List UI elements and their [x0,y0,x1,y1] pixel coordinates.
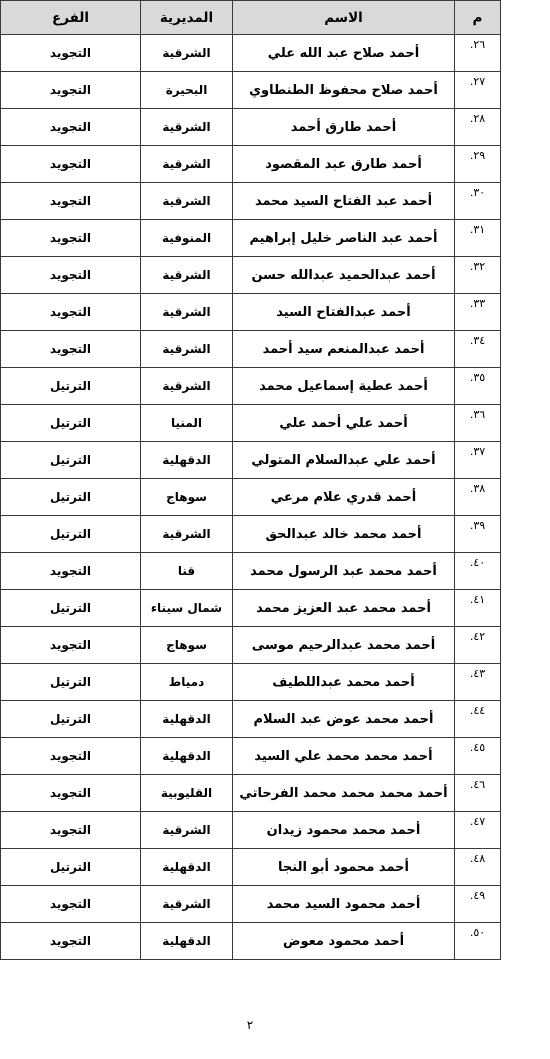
table-row [1,442,501,479]
row-branch: التجويد [1,183,141,220]
row-governorate: الشرقية [141,294,233,331]
row-branch: التجويد [1,738,141,775]
table-row [1,220,501,257]
row-branch: التجويد [1,775,141,812]
row-branch: التجويد [1,146,141,183]
table-row [1,701,501,738]
row-name: أحمد محمد محمود زيدان [233,812,455,849]
header-name: الاسم [233,1,455,35]
row-name: أحمد محمد عبد العزيز محمد [233,590,455,627]
row-number: ٣٩. [455,516,501,553]
table-header-row [1,1,501,35]
row-number: ٣٨. [455,479,501,516]
table-row [1,590,501,627]
table-row [1,738,501,775]
row-branch: التجويد [1,294,141,331]
row-name: أحمد علي أحمد علي [233,405,455,442]
row-name: أحمد محمد عبدالرحيم موسى [233,627,455,664]
row-number: ٣٦. [455,405,501,442]
row-number: ٣٤. [455,331,501,368]
row-name: أحمد عبدالحميد عبدالله حسن [233,257,455,294]
row-number: ٣٢. [455,257,501,294]
table-row [1,553,501,590]
row-name: أحمد صلاح محفوظ الطنطاوي [233,72,455,109]
row-governorate: دمياط [141,664,233,701]
row-number: ٣٧. [455,442,501,479]
row-branch: الترتيل [1,849,141,886]
row-branch: التجويد [1,72,141,109]
row-governorate: قنا [141,553,233,590]
row-branch: التجويد [1,109,141,146]
row-branch: التجويد [1,257,141,294]
row-name: أحمد علي عبدالسلام المتولي [233,442,455,479]
row-name: أحمد صلاح عبد الله علي [233,35,455,72]
row-number: ٤٩. [455,886,501,923]
row-number: ٤٠. [455,553,501,590]
row-branch: التجويد [1,627,141,664]
row-name: أحمد عبد الناصر خليل إبراهيم [233,220,455,257]
row-governorate: الدقهلية [141,701,233,738]
row-name: أحمد محمد محمد علي السيد [233,738,455,775]
row-number: ٤٣. [455,664,501,701]
row-branch: الترتيل [1,405,141,442]
row-branch: الترتيل [1,479,141,516]
row-name: أحمد محمود معوض [233,923,455,960]
row-governorate: الدقهلية [141,442,233,479]
row-branch: الترتيل [1,516,141,553]
row-branch: التجويد [1,886,141,923]
table-row [1,368,501,405]
row-number: ٥٠. [455,923,501,960]
row-number: ٢٦. [455,35,501,72]
table-row [1,183,501,220]
row-branch: التجويد [1,35,141,72]
row-governorate: المنيا [141,405,233,442]
row-governorate: الشرقية [141,35,233,72]
row-number: ٣٥. [455,368,501,405]
table-body [1,35,501,960]
table-row [1,479,501,516]
row-number: ٤٤. [455,701,501,738]
row-governorate: الشرقية [141,257,233,294]
row-number: ٤١. [455,590,501,627]
row-governorate: سوهاج [141,627,233,664]
row-governorate: الدقهلية [141,923,233,960]
page-number: ٢ [246,1018,254,1032]
row-governorate: البحيرة [141,72,233,109]
row-governorate: الشرقية [141,331,233,368]
table-row [1,849,501,886]
table-row [1,516,501,553]
row-governorate: الشرقية [141,516,233,553]
row-governorate: الشرقية [141,812,233,849]
row-name: أحمد عطية إسماعيل محمد [233,368,455,405]
row-branch: التجويد [1,553,141,590]
header-num: م [455,1,501,35]
table-row [1,775,501,812]
row-governorate: المنوفية [141,220,233,257]
row-number: ٣٣. [455,294,501,331]
row-governorate: الشرقية [141,886,233,923]
row-name: أحمد قدري علام مرعي [233,479,455,516]
row-branch: الترتيل [1,442,141,479]
row-name: أحمد طارق عبد المقصود [233,146,455,183]
row-number: ٣٠. [455,183,501,220]
row-branch: الترتيل [1,590,141,627]
row-name: أحمد طارق أحمد [233,109,455,146]
row-branch: التجويد [1,923,141,960]
row-number: ٣١. [455,220,501,257]
row-name: أحمد محمود السيد محمد [233,886,455,923]
row-number: ٤٦. [455,775,501,812]
row-branch: الترتيل [1,701,141,738]
row-name: أحمد محمد عبد الرسول محمد [233,553,455,590]
row-governorate: الشرقية [141,109,233,146]
table-row [1,812,501,849]
row-governorate: الشرقية [141,368,233,405]
table-row [1,627,501,664]
row-number: ٢٩. [455,146,501,183]
table-row [1,405,501,442]
table-row [1,35,501,72]
row-governorate: الشرقية [141,146,233,183]
row-governorate: القليوبية [141,775,233,812]
row-number: ٤٧. [455,812,501,849]
table-row [1,664,501,701]
table-row [1,109,501,146]
row-number: ٢٧. [455,72,501,109]
row-governorate: الشرقية [141,183,233,220]
row-governorate: الدقهلية [141,849,233,886]
row-branch: التجويد [1,220,141,257]
row-name: أحمد عبدالفتاح السيد [233,294,455,331]
header-governorate: المديرية [141,1,233,35]
row-governorate: الدقهلية [141,738,233,775]
row-branch: التجويد [1,331,141,368]
header-branch: الفرع [1,1,141,35]
row-branch: الترتيل [1,664,141,701]
row-number: ٤٢. [455,627,501,664]
table-row [1,886,501,923]
row-branch: التجويد [1,812,141,849]
row-name: أحمد محمد عبداللطيف [233,664,455,701]
row-name: أحمد عبدالمنعم سيد أحمد [233,331,455,368]
row-governorate: سوهاج [141,479,233,516]
row-name: أحمد محمد عوض عبد السلام [233,701,455,738]
table-row [1,146,501,183]
table-row [1,331,501,368]
row-number: ٢٨. [455,109,501,146]
row-name: أحمد محمد خالد عبدالحق [233,516,455,553]
table-row [1,923,501,960]
row-name: أحمد محمد محمد محمد الفرحاتي [233,775,455,812]
row-governorate: شمال سيناء [141,590,233,627]
row-number: ٤٨. [455,849,501,886]
table-row [1,72,501,109]
table-row [1,257,501,294]
row-name: أحمد محمود أبو النجا [233,849,455,886]
row-name: أحمد عبد الفتاح السيد محمد [233,183,455,220]
row-number: ٤٥. [455,738,501,775]
table-row [1,294,501,331]
row-branch: الترتيل [1,368,141,405]
